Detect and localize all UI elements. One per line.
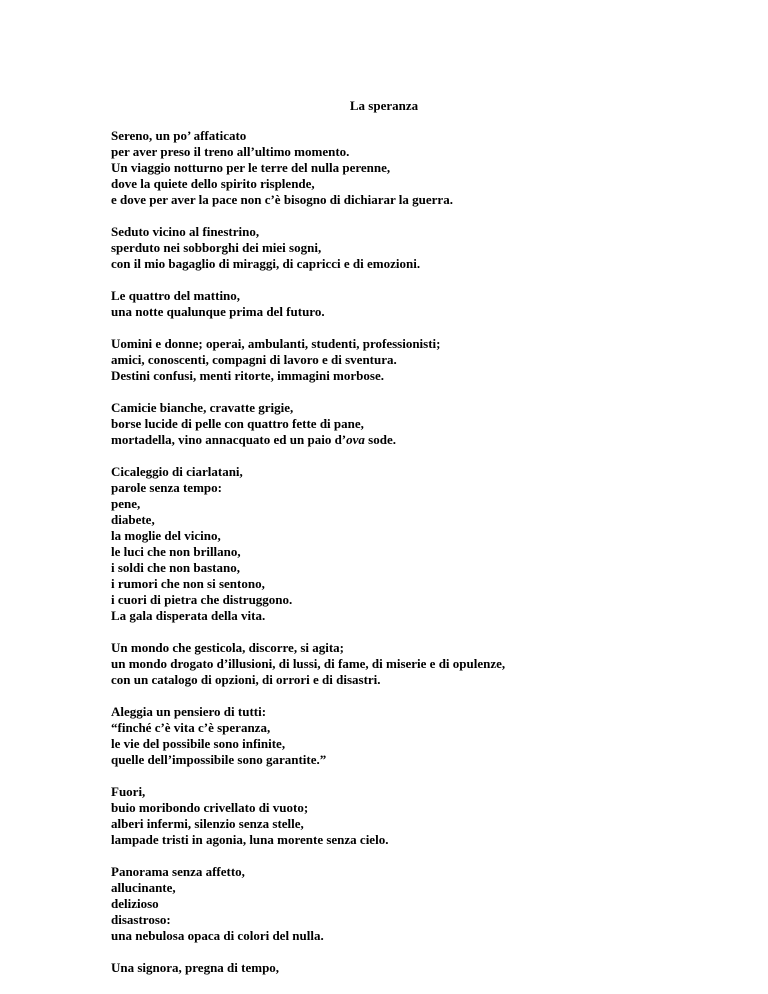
poem-line: Camicie bianche, cravatte grigie,	[111, 400, 294, 415]
poem-line: borse lucide di pelle con quattro fette di pane,	[111, 416, 364, 431]
poem-line: delizioso	[111, 896, 159, 911]
stanza	[111, 288, 751, 320]
poem-line: con un catalogo di opzioni, di orrori e di disastri.	[111, 672, 381, 687]
poem-body	[111, 128, 751, 992]
poem-line: Panorama senza affetto,	[111, 864, 245, 879]
poem-line: quelle dell’impossibile sono garantite.”	[111, 752, 327, 767]
poem-line: amici, conoscenti, compagni di lavoro e di sventura.	[111, 352, 397, 367]
poem-line: per aver preso il treno all’ultimo momento.	[111, 144, 350, 159]
stanza	[111, 400, 751, 448]
poem-line: Aleggia un pensiero di tutti:	[111, 704, 267, 719]
poem-line: Un mondo che gesticola, discorre, si agita;	[111, 640, 345, 655]
poem-line: con il mio bagaglio di miraggi, di capricci e di emozioni.	[111, 256, 421, 271]
stanza	[111, 640, 751, 688]
poem-title: La speranza	[349, 98, 419, 113]
poem-line: Cicaleggio di ciarlatani,	[111, 464, 243, 479]
stanza	[111, 128, 751, 208]
poem-line: sperduto nei sobborghi dei miei sogni,	[111, 240, 322, 255]
poem-line: Una signora, pregna di tempo,	[111, 960, 280, 975]
poem-line: le luci che non brillano,	[111, 544, 241, 559]
stanza	[111, 864, 751, 944]
stanza	[111, 784, 751, 848]
poem-line: un mondo drogato d’illusioni, di lussi, di fame, di miserie e di opulenze,	[111, 656, 506, 671]
poem-line: e dove per aver la pace non c’è bisogno di dichiarar la guerra.	[111, 192, 453, 207]
poem-line: le vie del possibile sono infinite,	[111, 736, 286, 751]
poem-line: buio moribondo crivellato di vuoto;	[111, 800, 309, 815]
poem-line: allucinante,	[111, 880, 176, 895]
stanza	[111, 336, 751, 384]
poem-line: La gala disperata della vita.	[111, 608, 266, 623]
poem-line: una notte qualunque prima del futuro.	[111, 304, 325, 319]
poem-line: i cuori di pietra che distruggono.	[111, 592, 293, 607]
poem-line: Destini confusi, menti ritorte, immagini morbose.	[111, 368, 384, 383]
poem-line: alberi infermi, silenzio senza stelle,	[111, 816, 304, 831]
poem-line: dove la quiete dello spirito risplende,	[111, 176, 315, 191]
poem-line: la moglie del vicino,	[111, 528, 221, 543]
poem-line: Fuori,	[111, 784, 146, 799]
poem-line: Sereno, un po’ affaticato	[111, 128, 247, 143]
stanza	[111, 224, 751, 272]
poem-line: pene,	[111, 496, 141, 511]
stanza	[111, 960, 751, 976]
poem-line: Un viaggio notturno per le terre del nulla perenne,	[111, 160, 391, 175]
stanza	[111, 704, 751, 768]
stanza	[111, 464, 751, 624]
poem-line: parole senza tempo:	[111, 480, 222, 495]
poem-line: una nebulosa opaca di colori del nulla.	[111, 928, 324, 943]
poem-line: diabete,	[111, 512, 155, 527]
poem-line: disastroso:	[111, 912, 171, 927]
poem-line: mortadella, vino annacquato ed un paio d’ova sode.	[111, 432, 396, 447]
poem-line: “finché c’è vita c’è speranza,	[111, 720, 271, 735]
poem-line: Le quattro del mattino,	[111, 288, 241, 303]
poem-line: i rumori che non si sentono,	[111, 576, 265, 591]
poem-line: Uomini e donne; operai, ambulanti, studenti, professionisti;	[111, 336, 441, 351]
poem-line: lampade tristi in agonia, luna morente senza cielo.	[111, 832, 389, 847]
poem-line: i soldi che non bastano,	[111, 560, 240, 575]
poem-line: Seduto vicino al finestrino,	[111, 224, 260, 239]
